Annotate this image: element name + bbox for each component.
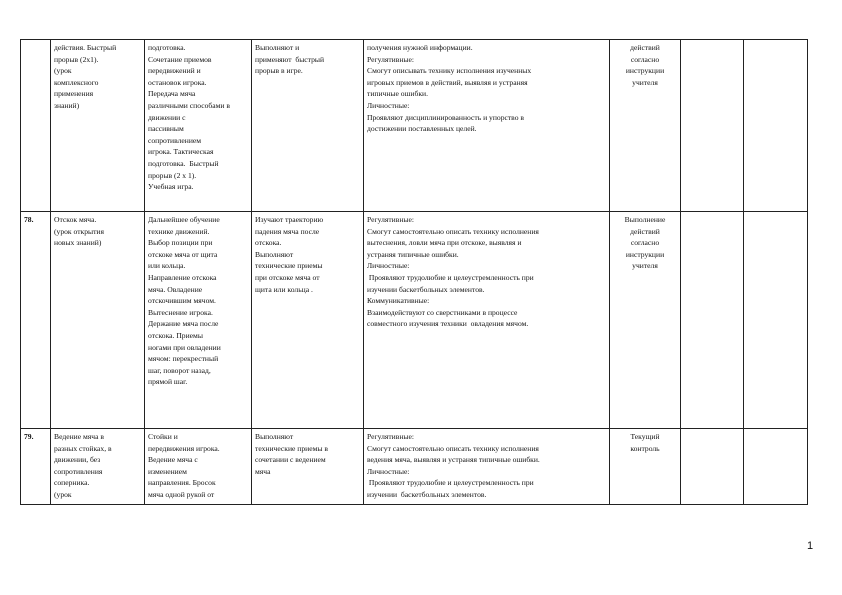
- empty-cell: [744, 429, 808, 505]
- cell-text-line: учителя: [632, 77, 658, 87]
- cell-text-line: вытеснения, ловли мяча при отскоке, выявляя и: [367, 238, 522, 248]
- cell-text-line: разных стойках, в: [54, 443, 112, 453]
- cell-text-line: инструкции: [625, 66, 665, 76]
- cell-text-line: инструкции: [625, 249, 665, 259]
- cell-text-line: действий: [630, 43, 660, 52]
- cell-text-line: комплексного: [54, 77, 99, 87]
- lesson-topic: [51, 40, 145, 212]
- cell-text-line: Смогут самостоятельно описать технику исполнения: [367, 226, 539, 236]
- cell-text-line: Направление отскока: [148, 272, 217, 282]
- cell-text-line: остановок игрока.: [148, 77, 207, 87]
- cell-text-line: Взаимодействуют со сверстниками в процессе: [367, 307, 518, 317]
- cell-text-line: согласно: [630, 54, 660, 64]
- cell-text-line: технике движений.: [148, 226, 210, 236]
- cell-text-line: согласно: [630, 238, 660, 248]
- cell-text-line: игровых приемов в действий, выявляя и устраняя: [367, 77, 528, 87]
- cell-text-line: Вытеснение игрока.: [148, 307, 213, 317]
- cell-text-line: Текущий: [630, 432, 660, 441]
- cell-text-line: прорыв (2 x 1).: [148, 170, 197, 180]
- control-form: [610, 429, 681, 505]
- cell-text-line: отскока. Приемы: [148, 330, 203, 340]
- cell-text-line: мяча: [255, 466, 271, 476]
- cell-text-line: типичные ошибки.: [367, 89, 428, 99]
- cell-text-line: Передача мяча: [148, 89, 196, 99]
- cell-text-line: передвижения игрока.: [148, 443, 220, 453]
- cell-text-line: Личностные:: [367, 100, 410, 110]
- lesson-content: [145, 40, 252, 212]
- cell-text-line: технические приемы: [255, 261, 323, 271]
- cell-text-line: падения мяча после: [255, 226, 320, 236]
- lesson-topic: [51, 212, 145, 429]
- student-activity: [252, 212, 364, 429]
- cell-text-line: или кольца.: [148, 261, 186, 271]
- cell-text-line: мяча. Овладение: [148, 284, 203, 294]
- cell-text-line: изучении баскетбольных элементов.: [367, 489, 487, 499]
- cell-text-line: сопротивлением: [148, 135, 202, 145]
- cell-text-line: Коммуникативные:: [367, 296, 430, 306]
- control-form: [610, 40, 681, 212]
- cell-text-line: Выполняют: [255, 432, 294, 441]
- cell-text-line: Ведение мяча в: [54, 432, 104, 441]
- cell-text-line: соперника.: [54, 478, 90, 488]
- cell-text-line: Смогут самостоятельно описать технику исполнения: [367, 443, 539, 453]
- cell-text-line: действий: [630, 226, 660, 236]
- cell-text-line: учителя: [632, 261, 658, 271]
- empty-cell: [744, 212, 808, 429]
- cell-text-line: Регулятивные:: [367, 215, 414, 224]
- cell-text-line: движении с: [148, 112, 186, 122]
- lesson-number: 78.: [21, 212, 51, 429]
- cell-text-line: получения нужной информации.: [367, 43, 473, 52]
- page-number: 1: [807, 540, 814, 552]
- cell-text-line: Проявляют трудолюбие и целеустремленность при: [367, 478, 534, 488]
- cell-text-line: Выполняют и: [255, 43, 300, 52]
- empty-cell: [744, 40, 808, 212]
- cell-text-line: совместного изучения техники овладения мячом.: [367, 319, 529, 329]
- student-activity: [252, 40, 364, 212]
- lesson-plan-table: [20, 39, 808, 505]
- cell-text-line: (урок: [54, 489, 72, 499]
- cell-text-line: игрока. Тактическая: [148, 147, 214, 157]
- student-activity: [252, 429, 364, 505]
- learning-outcomes: [364, 429, 610, 505]
- cell-text-line: Регулятивные:: [367, 54, 414, 64]
- cell-text-line: направления. Бросок: [148, 478, 216, 488]
- cell-text-line: Смогут описывать технику исполнения изученных: [367, 66, 532, 76]
- cell-text-line: Изучают траекторию: [255, 215, 324, 224]
- cell-text-line: достижении поставленных целей.: [367, 124, 477, 134]
- cell-text-line: щита или кольца .: [255, 284, 313, 294]
- cell-text-line: Держание мяча после: [148, 319, 219, 329]
- lesson-topic: [51, 429, 145, 505]
- control-form: [610, 212, 681, 429]
- cell-text-line: Сочетание приемов: [148, 54, 212, 64]
- cell-text-line: подготовка. Быстрый: [148, 158, 219, 168]
- cell-text-line: прямой шаг.: [148, 377, 188, 387]
- cell-text-line: Ведение мяча с: [148, 455, 198, 465]
- learning-outcomes: [364, 40, 610, 212]
- cell-text-line: технические приемы в: [255, 443, 328, 453]
- lesson-number: [21, 40, 51, 212]
- cell-text-line: ведения мяча, выявляя и устраняя типичные ошибки.: [367, 455, 540, 465]
- cell-text-line: прорыв в игре.: [255, 66, 303, 76]
- empty-cell: [681, 212, 744, 429]
- cell-text-line: Проявляют дисциплинированность и упорство в: [367, 112, 524, 122]
- empty-cell: [681, 40, 744, 212]
- lesson-number: 79.: [21, 429, 51, 505]
- lesson-content: [145, 212, 252, 429]
- cell-text-line: Выбор позиции при: [148, 238, 213, 248]
- cell-text-line: Выполнение: [624, 215, 666, 224]
- table-row: [21, 429, 808, 505]
- cell-text-line: применяют быстрый: [255, 54, 325, 64]
- cell-text-line: передвижений и: [148, 66, 201, 76]
- cell-text-line: Выполняют: [255, 249, 294, 259]
- cell-text-line: Стойки и: [148, 432, 178, 441]
- cell-text-line: ногами при овладении: [148, 342, 221, 352]
- cell-text-line: пассивным: [148, 124, 184, 134]
- table-row: [21, 212, 808, 429]
- cell-text-line: устраняя типичные ошибки.: [367, 249, 459, 259]
- cell-text-line: применения: [54, 89, 94, 99]
- cell-text-line: Личностные:: [367, 466, 410, 476]
- cell-text-line: новых знаний): [54, 238, 102, 248]
- cell-text-line: подготовка.: [148, 43, 186, 52]
- cell-text-line: Проявляют трудолюбие и целеустремленность при: [367, 272, 534, 282]
- cell-text-line: (урок: [54, 66, 72, 76]
- learning-outcomes: [364, 212, 610, 429]
- cell-text-line: мячом: перекрестный: [148, 354, 219, 364]
- cell-text-line: мяча одной рукой от: [148, 489, 215, 499]
- cell-text-line: движении, без: [54, 455, 101, 465]
- table-body: [21, 40, 808, 505]
- cell-text-line: различными способами в: [148, 100, 230, 110]
- cell-text-line: Дальнейшее обучение: [148, 215, 220, 224]
- cell-text-line: изучении баскетбольных элементов.: [367, 284, 485, 294]
- cell-text-line: Личностные:: [367, 261, 410, 271]
- table-row: [21, 40, 808, 212]
- cell-text-line: шаг, поворот назад,: [148, 365, 211, 375]
- cell-text-line: отскока.: [255, 238, 282, 248]
- cell-text-line: (урок открытия: [54, 226, 104, 236]
- cell-text-line: Отскок мяча.: [54, 215, 97, 224]
- cell-text-line: изменением: [148, 466, 187, 476]
- cell-text-line: прорыв (2x1).: [54, 54, 99, 64]
- cell-text-line: сопротивления: [54, 466, 103, 476]
- cell-text-line: при отскоке мяча от: [255, 272, 320, 282]
- cell-text-line: сочетании с ведением: [255, 455, 326, 465]
- lesson-content: [145, 429, 252, 505]
- cell-text-line: отскочившим мячом.: [148, 296, 216, 306]
- cell-text-line: контроль: [630, 443, 660, 453]
- cell-text-line: Учебная игра.: [148, 182, 194, 192]
- cell-text-line: знаний): [54, 100, 80, 110]
- cell-text-line: отскоке мяча от щита: [148, 249, 218, 259]
- empty-cell: [681, 429, 744, 505]
- cell-text-line: Регулятивные:: [367, 432, 414, 441]
- cell-text-line: действия. Быстрый: [54, 43, 117, 52]
